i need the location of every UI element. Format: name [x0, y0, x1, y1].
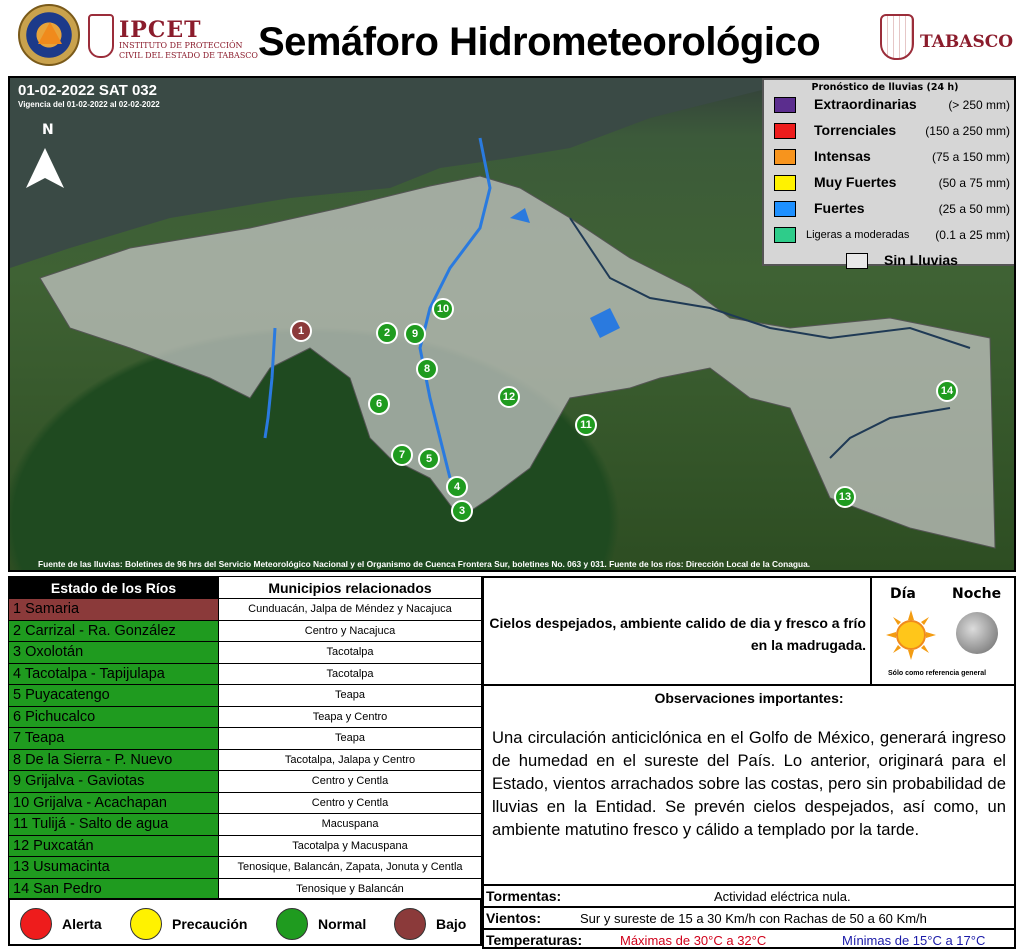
- temps-max: Máximas de 30°C a 32°C: [620, 933, 767, 948]
- rain-forecast-map: [8, 76, 1016, 572]
- river-name: 13 Usumacinta: [9, 857, 219, 879]
- legend-item-muy-fuertes: [770, 171, 1010, 197]
- river-municipalities: Tenosique, Balancán, Zapata, Jonuta y Centla: [219, 857, 482, 879]
- temps-row: [484, 928, 1014, 949]
- moon-icon: [956, 612, 998, 654]
- river-marker-2[interactable]: 2: [376, 322, 398, 344]
- river-row: [9, 663, 482, 685]
- observations-title: Observaciones importantes:: [654, 690, 844, 706]
- legend-label: Torrenciales: [814, 122, 897, 138]
- legend-item-extraordinarias: [770, 93, 1010, 119]
- storms-label: Tormentas:: [486, 888, 562, 904]
- day-night-panel: [870, 578, 1016, 684]
- river-name: 8 De la Sierra - P. Nuevo: [9, 749, 219, 771]
- observations: [484, 684, 1014, 884]
- river-row: [9, 792, 482, 814]
- river-name: 5 Puyacatengo: [9, 685, 219, 707]
- sky-forecast: [484, 578, 870, 684]
- river-row: [9, 642, 482, 664]
- legend-item-fuertes: [770, 197, 1010, 223]
- legend-swatch: [774, 123, 796, 139]
- legend-title: Pronóstico de lluvias (24 h): [811, 82, 959, 93]
- river-marker-1[interactable]: 1: [290, 320, 312, 342]
- rivers-body: [9, 599, 482, 900]
- river-name: 1 Samaria: [9, 599, 219, 621]
- legend-range: (25 a 50 mm): [938, 202, 1010, 216]
- river-municipalities: Tacotalpa y Macuspana: [219, 835, 482, 857]
- legend-label: Ligeras a moderadas: [806, 229, 910, 241]
- bulletin-date: 01-02-2022 SAT 032: [18, 82, 157, 99]
- river-name: 2 Carrizal - Ra. González: [9, 620, 219, 642]
- river-municipalities: Macuspana: [219, 814, 482, 836]
- org-subtitle: INSTITUTO DE PROTECCIÓN CIVIL DEL ESTADO DE TABASCO: [119, 41, 258, 60]
- river-marker-9[interactable]: 9: [404, 323, 426, 345]
- legend-item-intensas: [770, 145, 1010, 171]
- river-marker-13[interactable]: 13: [834, 486, 856, 508]
- river-name: 9 Grijalva - Gaviotas: [9, 771, 219, 793]
- status-dot-normal: [276, 908, 308, 940]
- tabasco-seal-logo: [880, 14, 914, 60]
- river-municipalities: Tacotalpa, Jalapa y Centro: [219, 749, 482, 771]
- legend-label: Extraordinarias: [814, 96, 917, 112]
- legend-item-torrenciales: [770, 119, 1010, 145]
- legend-label: Sin Lluvias: [884, 252, 958, 268]
- river-marker-6[interactable]: 6: [368, 393, 390, 415]
- river-row: [9, 771, 482, 793]
- page-title: Semáforo Hidrometeorológico: [258, 20, 821, 64]
- north-label: N: [42, 122, 54, 138]
- river-municipalities: Tacotalpa: [219, 663, 482, 685]
- storms-value: Actividad eléctrica nula.: [714, 889, 851, 904]
- winds-label: Vientos:: [486, 910, 541, 926]
- legend-swatch: [846, 253, 868, 269]
- river-name: 12 Puxcatán: [9, 835, 219, 857]
- proteccion-civil-logo: [18, 4, 80, 66]
- temps-min: Mínimas de 15°C a 17°C: [842, 933, 986, 948]
- rain-forecast-legend: [762, 78, 1016, 266]
- river-municipalities: Teapa y Centro: [219, 706, 482, 728]
- river-marker-14[interactable]: 14: [936, 380, 958, 402]
- river-row: [9, 878, 482, 900]
- sky-forecast-text: Cielos despejados, ambiente calido de dia y fresco a frío en la madrugada.: [489, 615, 866, 653]
- river-marker-11[interactable]: 11: [575, 414, 597, 436]
- river-municipalities: Tacotalpa: [219, 642, 482, 664]
- river-row: [9, 835, 482, 857]
- legend-swatch: [774, 227, 796, 243]
- legend-label: Fuertes: [814, 200, 865, 216]
- rivers-header-municipalities: Municipios relacionados: [219, 577, 482, 599]
- day-night-reference: Sólo como referencia general: [888, 670, 987, 677]
- river-municipalities: Teapa: [219, 685, 482, 707]
- river-status-legend: [8, 898, 482, 946]
- river-name: 14 San Pedro: [9, 878, 219, 900]
- river-row: [9, 857, 482, 879]
- river-row: [9, 728, 482, 750]
- status-label-precaucion: Precaución: [172, 916, 248, 932]
- bulletin-validity: Vigencia del 01-02-2022 al 02-02-2022: [18, 100, 160, 109]
- legend-range: (0.1 a 25 mm): [935, 228, 1010, 242]
- status-label-normal: Normal: [318, 916, 367, 932]
- legend-swatch: [774, 149, 796, 165]
- winds-row: [484, 906, 1014, 928]
- rivers-header-river: Estado de los Ríos: [9, 577, 219, 599]
- river-row: [9, 685, 482, 707]
- river-name: 10 Grijalva - Acachapan: [9, 792, 219, 814]
- river-marker-12[interactable]: 12: [498, 386, 520, 408]
- legend-swatch: [774, 97, 796, 113]
- sun-icon: [886, 610, 936, 660]
- river-name: 4 Tacotalpa - Tapijulapa: [9, 663, 219, 685]
- river-name: 11 Tulijá - Salto de agua: [9, 814, 219, 836]
- river-municipalities: Teapa: [219, 728, 482, 750]
- river-municipalities: Tenosique y Balancán: [219, 878, 482, 900]
- status-dot-alerta: [20, 908, 52, 940]
- status-dot-precaucion: [130, 908, 162, 940]
- legend-range: (150 a 250 mm): [925, 124, 1010, 138]
- legend-range: (> 250 mm): [948, 98, 1010, 112]
- ipcet-seal-logo: [88, 14, 114, 58]
- legend-swatch: [774, 175, 796, 191]
- day-label: Día: [890, 586, 916, 602]
- status-label-alerta: Alerta: [62, 916, 102, 932]
- legend-item-ligeras: [770, 223, 1010, 249]
- river-marker-10[interactable]: 10: [432, 298, 454, 320]
- river-municipalities: Centro y Centla: [219, 771, 482, 793]
- river-row: [9, 749, 482, 771]
- river-municipalities: Centro y Nacajuca: [219, 620, 482, 642]
- river-marker-3[interactable]: 3: [451, 500, 473, 522]
- forecast-panel: [482, 576, 1016, 949]
- temps-label: Temperaturas:: [486, 932, 583, 948]
- river-name: 3 Oxolotán: [9, 642, 219, 664]
- river-name: 6 Pichucalco: [9, 706, 219, 728]
- legend-range: (75 a 150 mm): [931, 150, 1010, 164]
- river-name: 7 Teapa: [9, 728, 219, 750]
- org-name: IPCET: [119, 17, 202, 43]
- status-label-bajo: Bajo: [436, 916, 467, 932]
- river-municipalities: Cunduacán, Jalpa de Méndez y Nacajuca: [219, 599, 482, 621]
- rivers-status-table: [8, 576, 482, 900]
- river-marker-4[interactable]: 4: [446, 476, 468, 498]
- state-name: TABASCO: [920, 32, 1014, 52]
- legend-range: (50 a 75 mm): [938, 176, 1010, 190]
- header: [0, 0, 1024, 76]
- river-marker-7[interactable]: 7: [391, 444, 413, 466]
- river-row: [9, 814, 482, 836]
- river-row: [9, 620, 482, 642]
- winds-value: Sur y sureste de 15 a 30 Km/h con Rachas de 50 a 60 Km/h: [580, 911, 927, 926]
- river-marker-8[interactable]: 8: [416, 358, 438, 380]
- observations-body: Una circulación anticiclónica en el Golfo de México, generará ingreso de humedad en el sureste del País. Lo anterior, originará para el Estado, vientos arrachados sobre las costas, pero sin probabilidad de lluvias en la Entidad. Se prevén cielos despejados, así como, un ambiente matutino fresco y cálido a templado por la tarde.: [492, 728, 1006, 839]
- river-marker-5[interactable]: 5: [418, 448, 440, 470]
- legend-label: Intensas: [814, 148, 871, 164]
- river-municipalities: Centro y Centla: [219, 792, 482, 814]
- legend-label: Muy Fuertes: [814, 174, 897, 190]
- river-row: [9, 706, 482, 728]
- river-row: [9, 599, 482, 621]
- night-label: Noche: [952, 586, 1002, 602]
- map-source-note: Fuente de las lluvias: Boletines de 96 hrs del Servicio Meteorológico Nacional y el Organismo de Cuenca Frontera Sur, boletines No. 063 y 031. Fuente de los ríos: Dirección Local de la Conagua.: [38, 559, 811, 569]
- legend-swatch: [774, 201, 796, 217]
- legend-item-sin-lluvias: [770, 249, 1010, 275]
- status-dot-bajo: [394, 908, 426, 940]
- storms-row: [484, 884, 1014, 906]
